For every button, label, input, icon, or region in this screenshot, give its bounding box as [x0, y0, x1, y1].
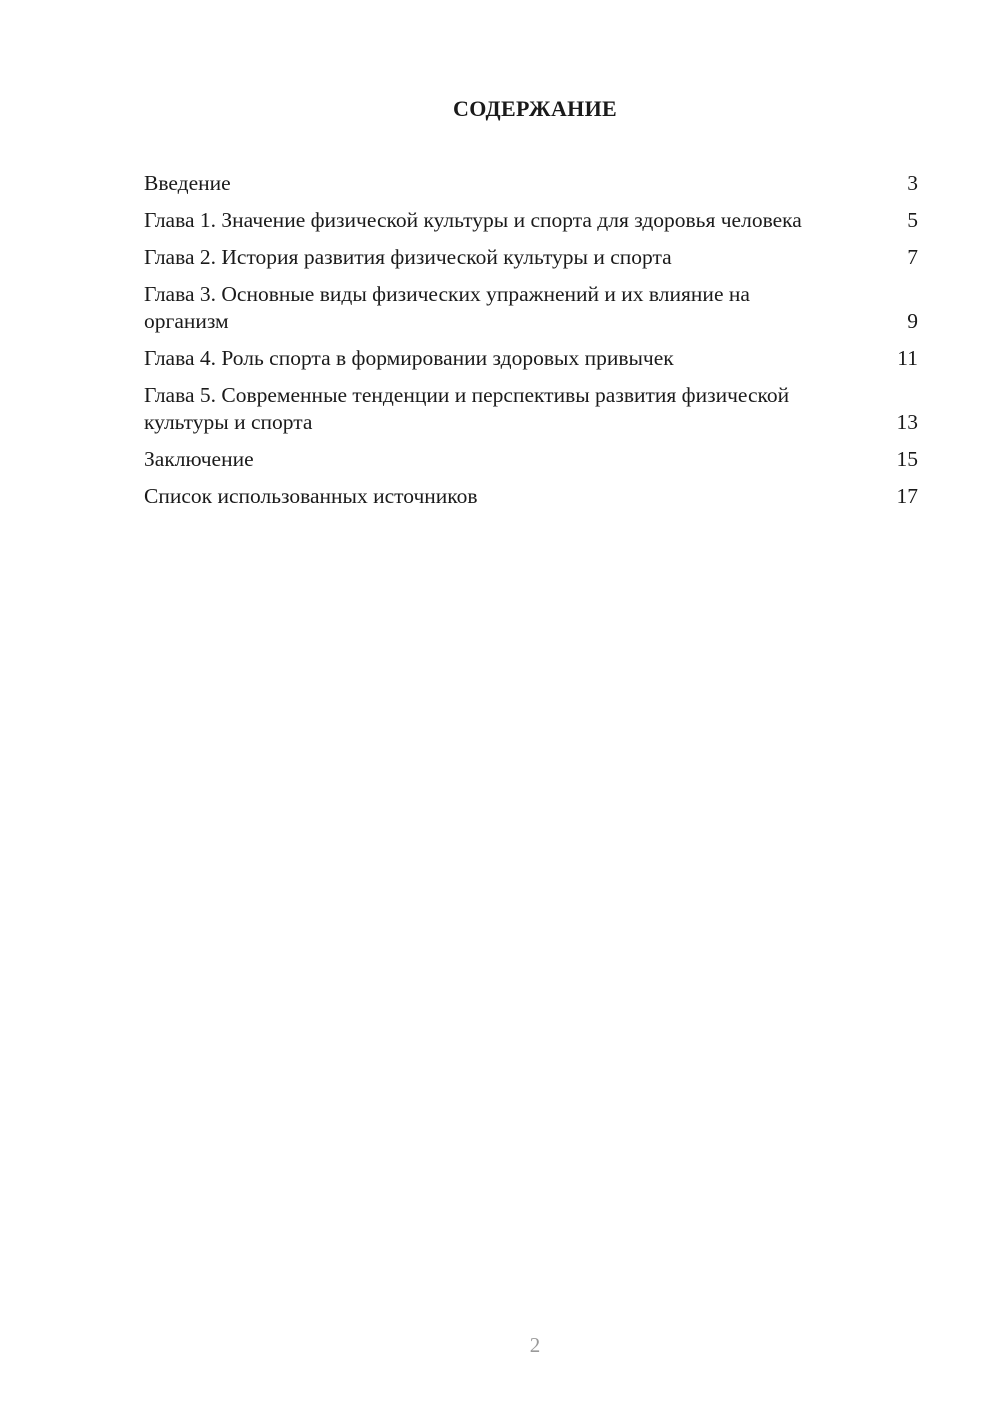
toc-entry-text: Глава 2. История развития физической культуры и спорта: [144, 245, 672, 269]
toc-entry-references[interactable]: [144, 483, 918, 510]
toc-entry-text: Глава 4. Роль спорта в формировании здоровых привычек: [144, 346, 674, 370]
toc-entry-page: 7: [907, 245, 918, 269]
toc-entry-page: 3: [907, 171, 918, 195]
toc-entry-text: Список использованных источников: [144, 484, 478, 508]
toc-title: СОДЕРЖАНИЕ: [453, 96, 617, 121]
toc-entry-chapter-1[interactable]: [144, 207, 918, 234]
page-number: 2: [529, 1333, 541, 1357]
toc-entry-introduction[interactable]: [144, 170, 918, 197]
toc-entry-chapter-2[interactable]: [144, 244, 918, 271]
toc-entry-text: Введение: [144, 171, 231, 195]
toc-entry-text: Глава 5. Современные тенденции и перспективы развития физической культуры и спорта: [144, 383, 790, 434]
toc-entry-page: 5: [907, 208, 918, 232]
toc-entry-text: Заключение: [144, 447, 254, 471]
toc-entry-page: 11: [897, 346, 918, 370]
toc-entry-text: Глава 1. Значение физической культуры и спорта для здоровья человека: [144, 208, 802, 232]
toc-entry-chapter-5[interactable]: [144, 382, 918, 436]
toc-entry-page: 15: [896, 447, 918, 471]
toc-entry-page: 17: [896, 484, 918, 508]
toc-entry-page: 9: [907, 309, 918, 333]
toc-entry-chapter-3[interactable]: [144, 281, 918, 335]
toc-entry-conclusion[interactable]: [144, 446, 918, 473]
toc-entry-chapter-4[interactable]: [144, 345, 918, 372]
toc-list: [144, 170, 918, 520]
toc-entry-text: Глава 3. Основные виды физических упражнений и их влияние на организм: [144, 282, 750, 333]
toc-entry-page: 13: [896, 410, 918, 434]
